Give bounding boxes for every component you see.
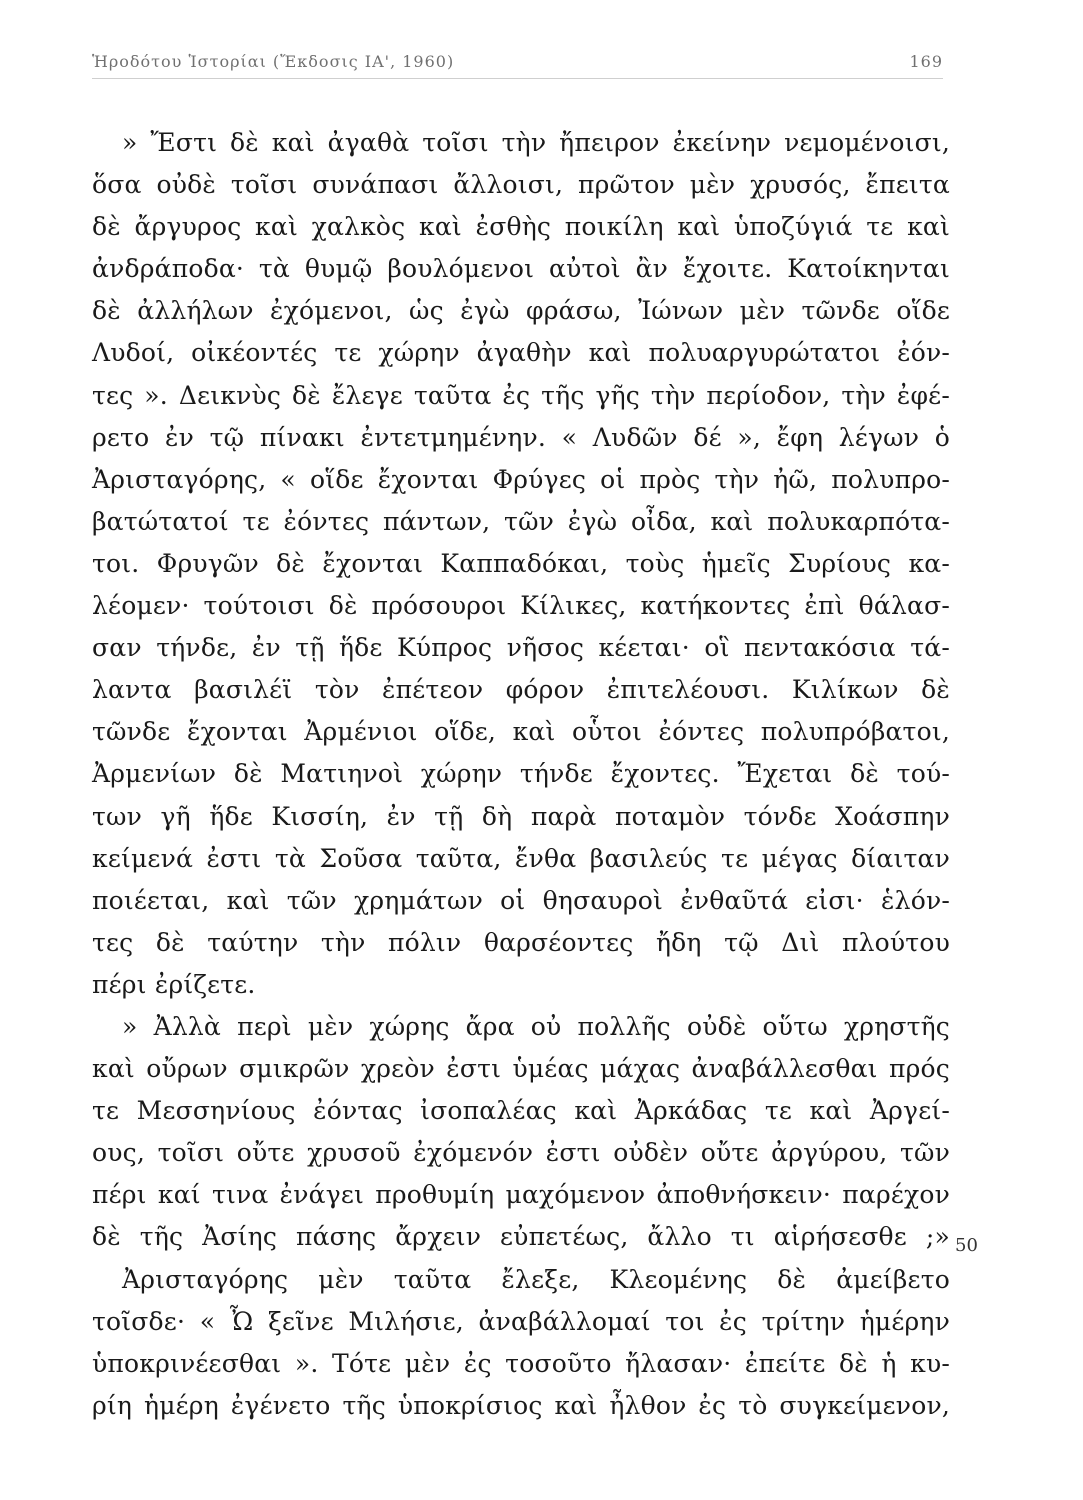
text-line: τοῖσδε· « Ὦ ξεῖνε Μιλήσιε, ἀναβάλλομαί τοι ἐς τρίτην ἡμέρην [92, 1306, 950, 1336]
text-line: λέομεν· τούτοισι δὲ πρόσουροι Κίλικες, κατήκοντες ἐπὶ θάλασ- [92, 591, 950, 621]
text-line: ὑποκρινέεσθαι ». Τότε μὲν ἐς τοσοῦτο ἤλασαν· ἐπείτε δὲ ἡ κυ- [92, 1348, 950, 1378]
page-number: 169 [909, 51, 943, 71]
text-line: πέρι ἐρίζετε. [92, 969, 256, 999]
text-line: ὅσα οὐδὲ τοῖσι συνάπασι ἄλλοισι, πρῶτον μὲν χρυσός, ἔπειτα [92, 170, 950, 200]
text-line: κείμενά ἐστι τὰ Σοῦσα ταῦτα, ἔνθα βασιλεύς τε μέγας δίαιταν [92, 843, 950, 873]
text-line: των γῆ ἥδε Κισσίη, ἐν τῇ δὴ παρὰ ποταμὸν τόνδε Χοάσπην [92, 801, 950, 831]
margin-line-number: 50 [955, 1235, 978, 1256]
text-line: Ἀρισταγόρης μὲν ταῦτα ἔλεξε, Κλεομένης δὲ ἀμείβετο [122, 1264, 950, 1294]
text-line: Λυδοί, οἰκέοντές τε χώρην ἀγαθὴν καὶ πολυαργυρώτατοι ἐόν- [92, 338, 950, 368]
text-line: » Ἀλλὰ περὶ μὲν χώρης ἄρα οὐ πολλῆς οὐδὲ οὕτω χρηστῆς [122, 1011, 950, 1041]
text-line: ποιέεται, καὶ τῶν χρημάτων οἱ θησαυροὶ ἐνθαῦτά εἰσι· ἑλόν- [92, 885, 950, 915]
text-line: τοι. Φρυγῶν δὲ ἔχονται Καππαδόκαι, τοὺς ἡμεῖς Συρίους κα- [92, 548, 950, 578]
text-line: δὲ ἀλλήλων ἐχόμενοι, ὡς ἐγὼ φράσω, Ἰώνων μὲν τῶνδε οἵδε [92, 296, 950, 326]
text-line: » Ἔστι δὲ καὶ ἀγαθὰ τοῖσι τὴν ἤπειρον ἐκείνην νεμομένοισι, [122, 128, 950, 157]
text-line: λαντα βασιλέϊ τὸν ἐπέτεον φόρον ἐπιτελέουσι. Κιλίκων δὲ [92, 675, 950, 705]
text-line: ους, τοῖσι οὔτε χρυσοῦ ἐχόμενόν ἐστι οὐδὲν οὔτε ἀργύρου, τῶν [92, 1138, 950, 1168]
text-line: τες ». Δεικνὺς δὲ ἔλεγε ταῦτα ἐς τῆς γῆς τὴν περίοδον, τὴν ἐφέ- [92, 380, 950, 410]
text-line: τες δὲ ταύτην τὴν πόλιν θαρσέοντες ἤδη τῷ Διὶ πλούτου [92, 927, 950, 957]
text-line: ρετο ἐν τῷ πίνακι ἐντετμημένην. « Λυδῶν δέ », ἔφη λέγων ὁ [92, 422, 950, 452]
text-line: τε Μεσσηνίους ἐόντας ἰσοπαλέας καὶ Ἀρκάδας τε καὶ Ἀργεί- [92, 1096, 950, 1126]
text-line: βατώτατοί τε ἐόντες πάντων, τῶν ἐγὼ οἶδα, καὶ πολυκαρπότα- [92, 506, 950, 536]
text-line: Ἀρμενίων δὲ Ματιηνοὶ χώρην τήνδε ἔχοντες. Ἔχεται δὲ τού- [92, 759, 950, 789]
text-line: πέρι καί τινα ἐνάγει προθυμίη μαχόμενον ἀποθνήσκειν· παρέχον [92, 1180, 950, 1210]
text-line: δὲ τῆς Ἀσίης πάσης ἄρχειν εὐπετέως, ἄλλο τι αἱρήσεσθε ;» [92, 1222, 950, 1252]
text-line: τῶνδε ἔχονται Ἀρμένιοι οἵδε, καὶ οὗτοι ἐόντες πολυπρόβατοι, [92, 717, 950, 747]
text-line: καὶ οὔρων σμικρῶν χρεὸν ἐστι ὑμέας μάχας ἀναβάλλεσθαι πρός [92, 1054, 950, 1084]
text-line: δὲ ἄργυρος καὶ χαλκὸς καὶ ἐσθὴς ποικίλη καὶ ὑποζύγιά τε καὶ [92, 212, 950, 242]
text-line: σαν τήνδε, ἐν τῇ ἥδε Κύπρος νῆσος κέεται· οἳ πεντακόσια τά- [92, 633, 950, 663]
text-line: ρίη ἡμέρη ἐγένετο τῆς ὑποκρίσιος καὶ ἦλθον ἐς τὸ συγκείμενον, [92, 1390, 950, 1420]
text-line: ἀνδράποδα· τὰ θυμῷ βουλόμενοι αὐτοὶ ἂν ἔχοιτε. Κατοίκηνται [92, 254, 950, 284]
text-line: Ἀρισταγόρης, « οἵδε ἔχονται Φρύγες οἱ πρὸς τὴν ἠῶ, πολυπρο- [92, 464, 950, 494]
header-title: Ἡροδότου Ἱστορίαι (Ἔκδοσις ΙΑ', 1960) [92, 51, 455, 71]
main-text [92, 122, 950, 1427]
running-header [92, 44, 943, 79]
